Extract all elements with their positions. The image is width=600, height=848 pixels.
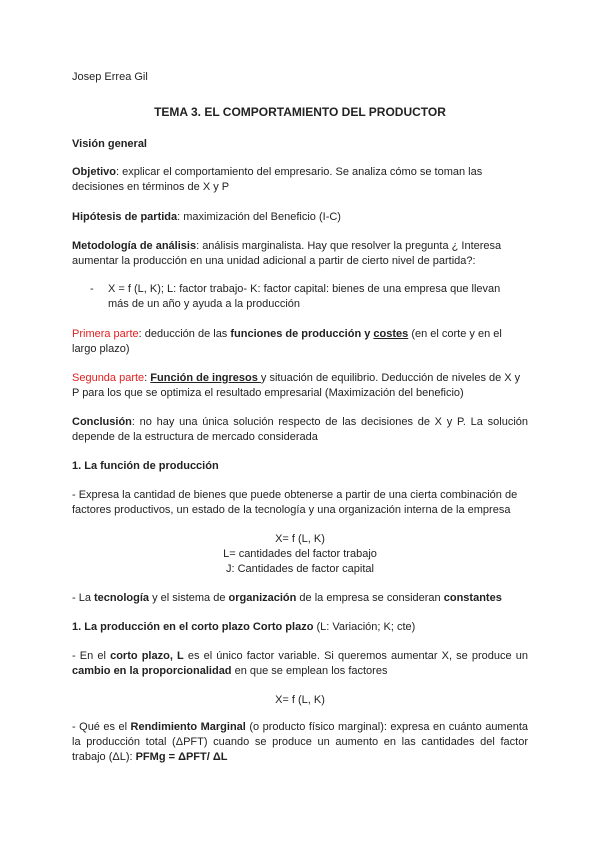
tecnologia-line — [72, 591, 528, 606]
tecnologia-text-3: de la empresa se consideran — [296, 592, 444, 604]
section-heading-1-1 — [72, 620, 528, 635]
objetivo-line-2: decisiones en términos de X y P — [72, 181, 230, 193]
rendimiento-text-1: - Qué es el — [72, 721, 131, 733]
hipotesis-text: : maximización del Beneficio (I-C) — [177, 211, 341, 223]
corto-line-2 — [72, 664, 528, 679]
expresa-line-1: - Expresa la cantidad de bienes que puede obtenerse a partir de una cierta combinación de — [72, 489, 518, 501]
conclusion-text-1: : no hay una única solución respecto de las decisiones de X y P. La solución — [131, 416, 528, 428]
objetivo-label: Objetivo — [72, 166, 117, 178]
rendimiento-line-1 — [72, 720, 528, 735]
objetivo-line-1 — [72, 165, 528, 180]
overview-label: Visión general — [72, 138, 147, 150]
rendimiento-text-2: (o producto físico marginal): expresa en cuánto aumenta — [245, 721, 529, 733]
bullet-marker: - — [90, 283, 94, 295]
tecnologia-bold-1: tecnología — [94, 592, 150, 604]
primera-bold-costes: costes — [373, 328, 409, 340]
metodologia-line-2: aumentar la producción en una unidad adicional a partir de cierto nivel de partida?: — [72, 255, 476, 267]
bullet-line-1: X = f (L, K); L: factor trabajo- K: factor capital: bienes de una empresa que llevan — [108, 283, 501, 295]
author-name: Josep Errea Gil — [72, 71, 148, 83]
conclusion-line-1 — [72, 415, 528, 430]
section-1-1-label: 1. La producción en el corto plazo Corto plazo — [72, 621, 314, 633]
primera-line-1 — [72, 327, 528, 342]
rendimiento-formula: PFMg = ΔPFT/ ΔL — [135, 751, 228, 763]
primera-bold-1: funciones de producción y — [230, 328, 374, 340]
segunda-text-1: : — [144, 372, 151, 384]
corto-text-3: en que se emplean los factores — [231, 665, 388, 677]
formula-def-L: L= cantidades del factor trabajo — [223, 548, 377, 560]
expresa-line-2: factores productivos, un estado de la tecnología y una organización interna de la empresa — [72, 504, 511, 516]
segunda-line-2: P para los que se optimiza el resultado empresarial (Maximización del beneficio) — [72, 387, 464, 399]
metodologia-line-1 — [72, 239, 528, 254]
tecnologia-text-2: y el sistema de — [149, 592, 229, 604]
tecnologia-text-1: - La — [72, 592, 95, 604]
formula-equation: X= f (L, K) — [275, 533, 325, 545]
conclusion-label: Conclusión — [72, 416, 132, 428]
rendimiento-line-2: la producción total (ΔPFT) cuando se produce un aumento en las cantidades del factor — [72, 736, 528, 748]
rendimiento-text-3: trabajo (ΔL): — [72, 751, 136, 763]
primera-label: Primera parte — [72, 328, 139, 340]
section-1-1-text: (L: Variación; K; cte) — [313, 621, 416, 633]
corto-text-2: es el único factor variable. Si queremos aumentar X, se produce un — [183, 650, 529, 662]
section-heading-overview — [72, 137, 528, 152]
metodologia-label: Metodología de análisis — [72, 240, 197, 252]
hipotesis-label: Hipótesis de partida — [72, 211, 178, 223]
rendimiento-bold-1: Rendimiento Marginal — [130, 721, 246, 733]
tecnologia-bold-3: constantes — [443, 592, 502, 604]
section-heading-1 — [72, 459, 528, 474]
page-title: TEMA 3. EL COMPORTAMIENTO DEL PRODUCTOR — [154, 105, 446, 119]
bullet-line-2: más de un año y ayuda a la producción — [108, 298, 301, 310]
objetivo-text-1: : explicar el comportamiento del empresario. Se analiza cómo se toman las — [116, 166, 483, 178]
hipotesis-line — [72, 210, 528, 225]
formula-2-equation: X= f (L, K) — [275, 694, 325, 706]
corto-line-1 — [72, 649, 528, 664]
metodologia-text-1: : análisis marginalista. Hay que resolver la pregunta ¿ Interesa — [196, 240, 502, 252]
segunda-label: Segunda parte — [72, 372, 145, 384]
conclusion-line-2: depende de la estructura de mercado considerada — [72, 431, 318, 443]
corto-text-1: - En el — [72, 650, 111, 662]
corto-bold-1: corto plazo, L — [110, 650, 184, 662]
primera-line-2: largo plazo) — [72, 343, 130, 355]
primera-text-1: : deducción de las — [138, 328, 231, 340]
corto-bold-2: cambio en la proporcionalidad — [72, 665, 232, 677]
segunda-bold-ingresos: Función de ingresos — [150, 372, 261, 384]
primera-text-2: (en el corte y en el — [408, 328, 502, 340]
segunda-text-2: y situación de equilibrio. Deducción de niveles de X y — [260, 372, 521, 384]
section-1-label: 1. La función de producción — [72, 460, 219, 472]
segunda-line-1 — [72, 371, 528, 386]
tecnologia-bold-2: organización — [228, 592, 297, 604]
rendimiento-line-3 — [72, 750, 528, 765]
formula-def-K: J: Cantidades de factor capital — [226, 563, 374, 575]
